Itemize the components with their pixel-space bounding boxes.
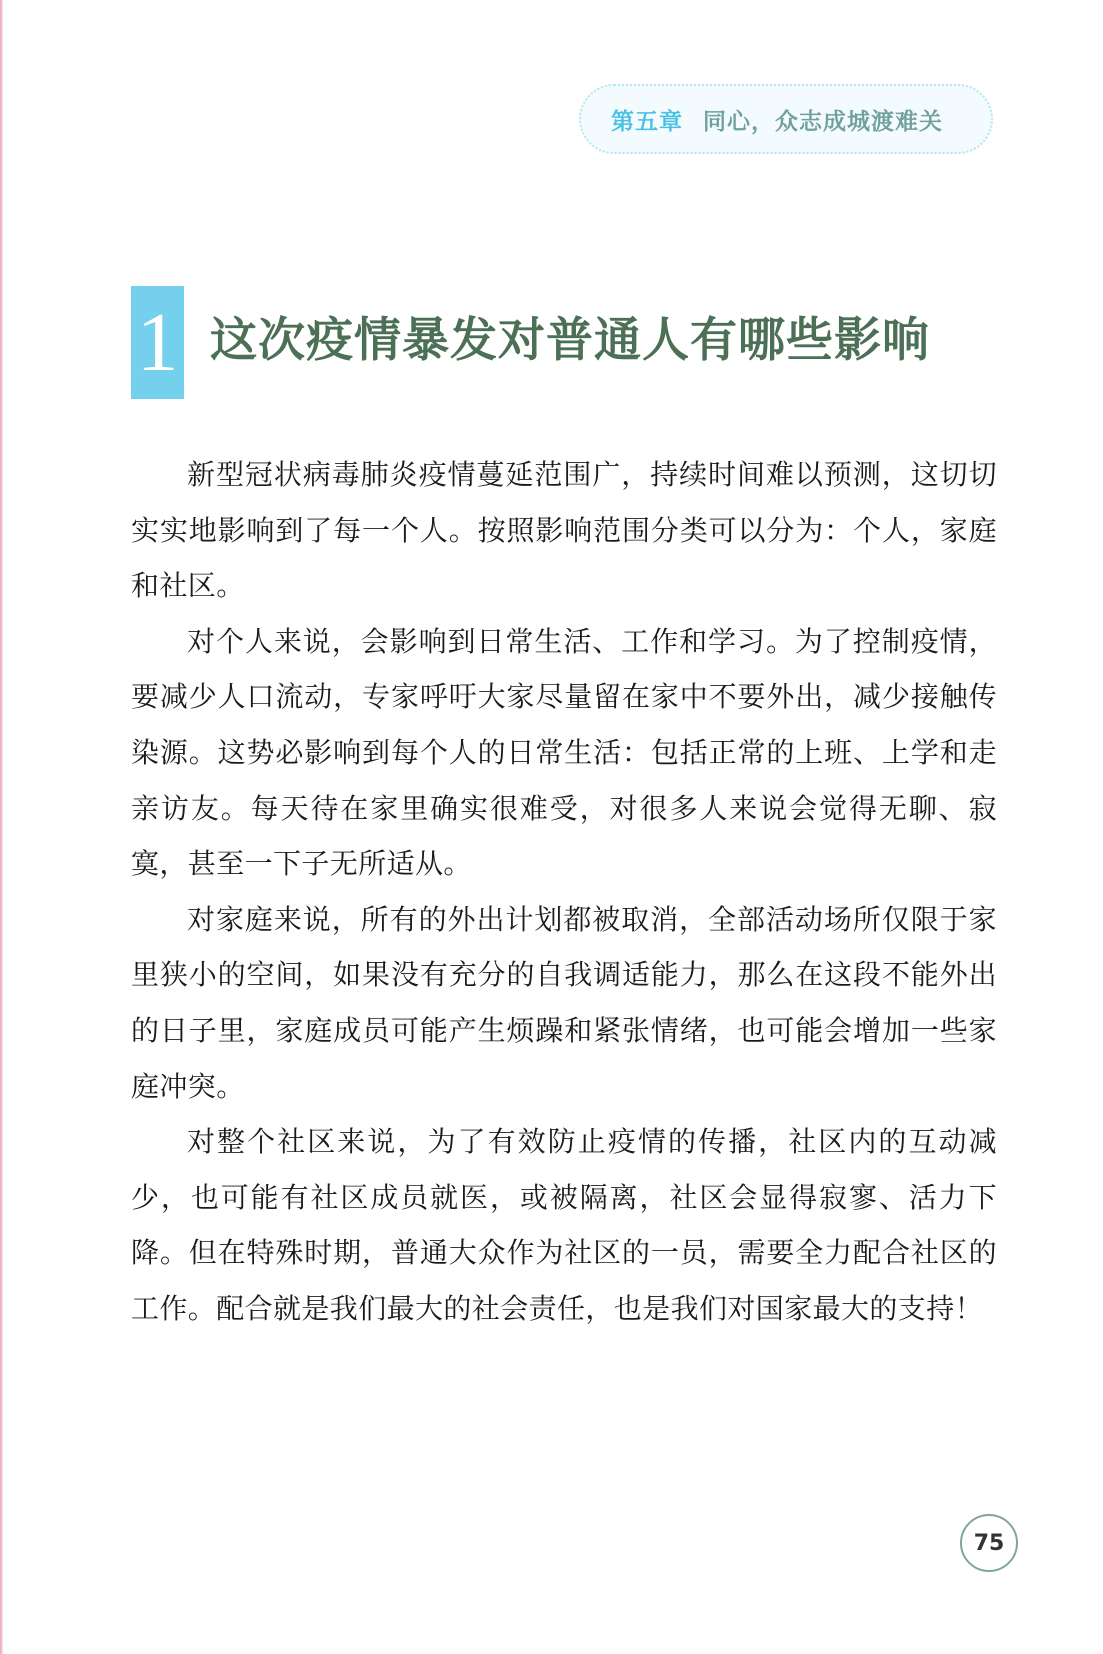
question-title: 这次疫情暴发对普通人有哪些影响 [210, 313, 930, 368]
chapter-title: 同心，众志成城渡难关 [703, 108, 943, 135]
page-edge-strip [0, 0, 3, 1654]
chapter-header [579, 84, 993, 154]
paragraph: 对家庭来说，所有的外出计划都被取消，全部活动场所仅限于家里狭小的空间，如果没有充分的自我调适能力，那么在这段不能外出的日子里，家庭成员可能产生烦躁和紧张情绪，也可能会增加一些家庭冲突。 [131, 902, 997, 1103]
chapter-number: 第五章 [611, 108, 683, 135]
paragraph: 新型冠状病毒肺炎疫情蔓延范围广，持续时间难以预测，这切切实实地影响到了每一个人。按照影响范围分类可以分为：个人，家庭和社区。 [131, 458, 997, 603]
paragraph: 对整个社区来说，为了有效防止疫情的传播，社区内的互动减少，也可能有社区成员就医，或被隔离，社区会显得寂寥、活力下降。但在特殊时期，普通大众作为社区的一员，需要全力配合社区的工作。配合就是我们最大的社会责任，也是我们对国家最大的支持！ [131, 1125, 997, 1325]
page-number: 75 [960, 1514, 1018, 1572]
paragraph: 对个人来说，会影响到日常生活、工作和学习。为了控制疫情，要减少人口流动，专家呼吁大家尽量留在家中不要外出，减少接触传染源。这势必影响到每个人的日常生活：包括正常的上班、上学和走亲访友。每天待在家里确实很难受，对很多人来说会觉得无聊、寂寞，甚至一下子无所适从。 [131, 624, 997, 881]
body-text [131, 447, 997, 1337]
question-number: 1 [131, 286, 184, 399]
